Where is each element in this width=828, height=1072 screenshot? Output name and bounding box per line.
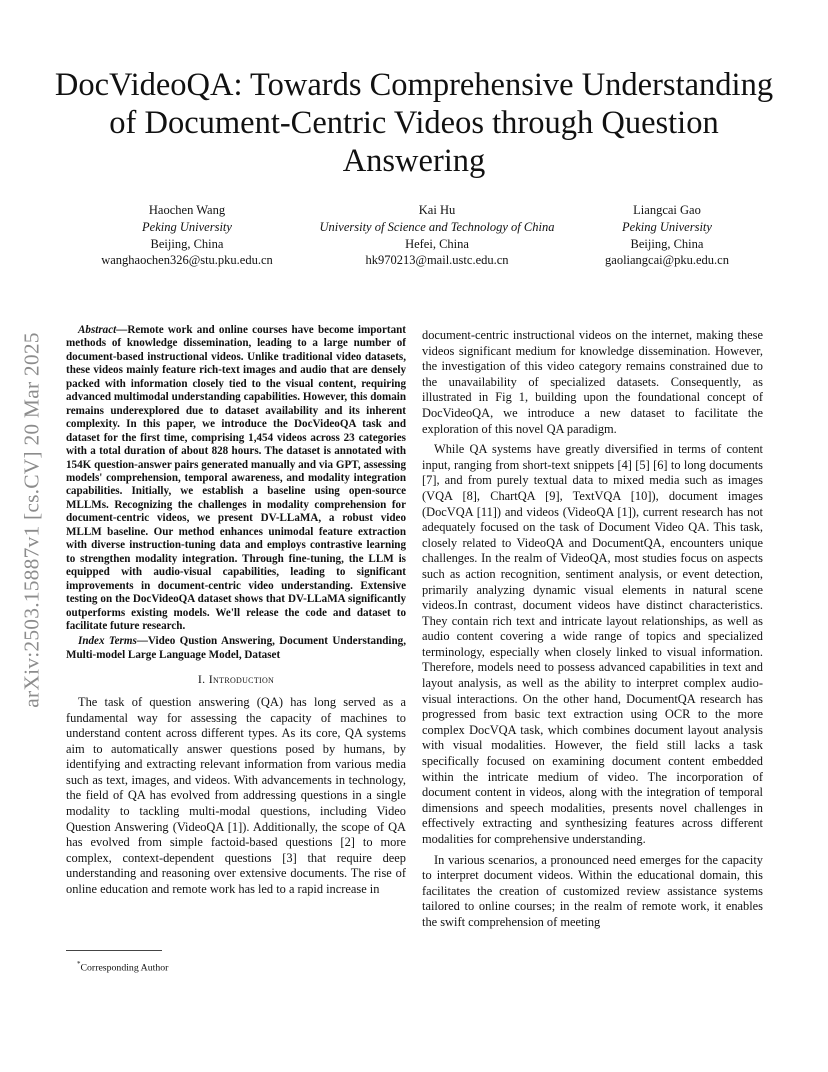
arxiv-stamp	[20, 282, 44, 758]
author-affiliation: Peking University	[142, 219, 232, 234]
abstract	[66, 324, 406, 633]
author-location: Hefei, China	[405, 236, 469, 251]
author-name: Kai Hu	[418, 203, 456, 217]
body-paragraph: document-centric instructional videos on the internet, making these videos significant medium for knowledge dissemination. However, the investigation of this video category remains constrained due to the unavailability of specialized datasets. Consequently, as illustrated in Fig 1, building upon the foundational concept of DocVideoQA, we introduce a new dataset to facilitate the exploration of this novel QA paradigm.	[422, 328, 763, 436]
author-block-1	[82, 202, 292, 269]
body-paragraph: The task of question answering (QA) has long served as a fundamental way for assessing the capacity of machines to understand content across different types. As its core, QA systems aim to automatically answer questions posed by humans, by identifying and extracting relevant information from various media such as text, images, and videos. With advancements in technology, the field of QA has evolved from addressing questions in a single modality to tackling multi-modal questions, including Video Question Answering (VideoQA [1]). Additionally, the scope of QA has evolved from simple factoid-based questions [2] to more complex, context-dependent questions [3] that require deep understanding and reasoning over extensive documents. The rise of online education and remote work has led to a rapid increase in	[66, 694, 406, 897]
author-location: Beijing, China	[150, 236, 224, 251]
body-paragraph: While QA systems have greatly diversified in terms of content input, ranging from short-text snippets [4] [5] [6] to long documents [7], and from purely textual data to mixed media such as images (VQA [8], ChartQA [9], TextVQA [10]), document images (DocVQA [11]) and videos (VideoQA [1]), current research has not adequately focused on the task of Document Video QA. This task, closely related to VideoQA and DocumentQA, encounters unique challenges. In the realm of VideoQA, most studies focus on aspects such as action recognition, sentiment analysis, or event detection, primarily analyzing dynamic visual elements in natural scene videos.In contrast, document videos have distinct characteristics. They contain rich text and intricate layout relationships, as well as audio content covering a wide range of topics and specialized terminology, especially when closely linked to visual information. Therefore, models need to possess advanced capabilities in text and layout analysis, as well as the ability to interpret complex audio-visual interactions. On the other hand, DocumentQA research has progressed from basic text extraction using OCR to the more complex DocVQA task, which combines document layout analysis with visual modalities. However, the field still lacks a task specifically focused on examining document content embedded within the intricate medium of video. The incorporation of document content in videos, along with the integration of temporal dimensions and speech modalities, presents novel challenges in effectively extracting and synthesizing features across different modalities for comprehensive understanding.	[422, 442, 763, 846]
author-block-3	[582, 202, 752, 269]
abstract-label: Abstract—	[78, 324, 128, 336]
author-affiliation: Peking University	[622, 219, 712, 234]
author-location: Beijing, China	[630, 236, 704, 251]
abstract-text: Remote work and online courses have become important methods of knowledge dissemination, leading to a large number of document-based instructional videos. Unlike traditional video datasets, these videos mainly feature rich-text images and audio that are densely packed with information closely tied to the visual content, requiring advanced multimodal understanding capabilities. However, this domain remains underexplored due to dataset availability and its inherent complexity. In this paper, we introduce the DocVideoQA task and dataset for the first time, comprising 1,454 videos across 23 categories with a total duration of about 828 hours. The dataset is annotated with 154K question-answer pairs generated manually and via GPT, assessing models' comprehension, temporal awareness, and modality integration capabilities. Initially, we establish a baseline using open-source MLLMs. Recognizing the challenges in modality comprehension for document-centric videos, we present DV-LLaMA, a robust video MLLM baseline. Our method enhances unimodal feature extraction with diverse instruction-tuning data and employs contrastive learning to strengthen modality integration. Through fine-tuning, the LLM is equipped with audio-visual capabilities, leading to significant improvements in document-centric video understanding. Extensive testing on the DocVideoQA dataset shows that DV-LLaMA significantly outperforms existing models. We'll release the code and dataset to facilitate future research.	[66, 324, 406, 632]
index-terms-text: Video Qustion Answering, Document Understanding, Multi-model Large Language Model, Dataset	[66, 635, 406, 661]
author-name: Liangcai Gao	[633, 203, 701, 217]
author-affiliation: University of Science and Technology of China	[319, 219, 555, 234]
right-column	[422, 328, 763, 931]
footnote-text: Corresponding Author	[80, 962, 169, 974]
body-paragraph: In various scenarios, a pronounced need emerges for the capacity to interpret document videos. Within the educational domain, this facilitates the creation of customized review assistance systems tailored to online courses; in the realm of remote work, it enables the swift comprehension of meeting	[422, 852, 763, 929]
author-email: gaoliangcai@pku.edu.cn	[605, 253, 729, 268]
arxiv-stamp-text: arXiv:2503.15887v1 [cs.CV] 20 Mar 2025	[19, 332, 44, 708]
index-terms-label: Index Terms—	[78, 635, 148, 648]
author-name: Haochen Wang	[148, 203, 226, 217]
footnote-divider	[66, 950, 162, 951]
author-email: hk970213@mail.ustc.edu.cn	[365, 253, 509, 268]
footnote-mark: *	[77, 960, 81, 968]
footnote	[77, 958, 168, 974]
section-heading: I. Introduction	[197, 672, 275, 687]
paper-title: DocVideoQA: Towards Comprehensive Understanding of Document-Centric Videos through Question Answering	[54, 67, 774, 179]
index-terms	[66, 635, 406, 662]
left-column	[66, 324, 406, 898]
author-block-2	[292, 202, 582, 269]
author-email: wanghaochen326@stu.pku.edu.cn	[101, 253, 273, 268]
